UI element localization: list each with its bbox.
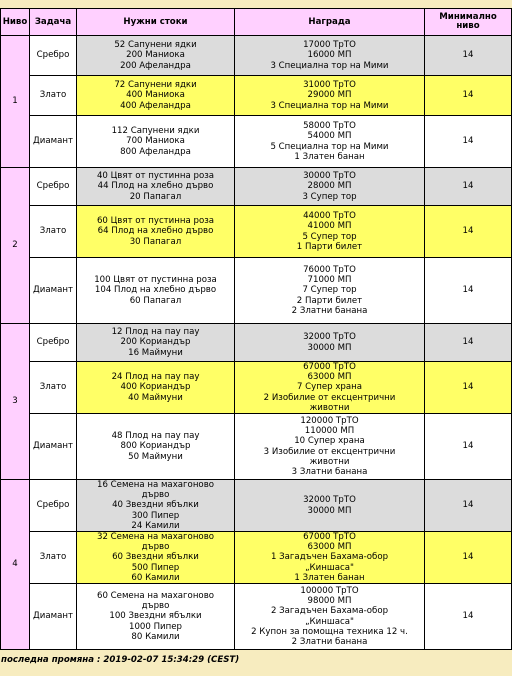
goods-line: 60 Семена на махагоново	[96, 591, 215, 602]
quest-row-2-diamond	[1, 258, 512, 324]
goods-cell	[77, 584, 235, 650]
reward-line: 17000 ТрТО	[303, 40, 356, 51]
goods-cell	[77, 362, 235, 414]
goods-line: 800 Афеландра	[120, 146, 191, 157]
reward-cell	[235, 324, 425, 362]
header-row	[1, 9, 512, 36]
reward-line: 1 Златен банан	[294, 151, 365, 162]
goods-cell	[77, 414, 235, 480]
task-cell: Диамант	[30, 258, 77, 324]
goods-line: 500 Пипер	[131, 562, 180, 573]
min-level-cell: 14	[425, 36, 512, 76]
goods-line: 20 Папагал	[129, 191, 182, 202]
reward-line: животни	[309, 402, 350, 413]
min-level-cell: 14	[425, 324, 512, 362]
goods-line: 40 Маймуни	[128, 392, 183, 403]
reward-line: „Киншаса"	[305, 562, 354, 573]
goods-line: 400 Афеландра	[120, 100, 191, 111]
goods-line: 60 Папагал	[129, 295, 182, 306]
header-reward: Награда	[235, 9, 425, 36]
reward-line: 30000 МП	[307, 342, 352, 353]
min-level-cell: 14	[425, 116, 512, 168]
goods-cell	[77, 36, 235, 76]
goods-line: дърво	[141, 542, 170, 553]
goods-line: 30 Папагал	[129, 236, 182, 247]
quest-row-4-diamond	[1, 584, 512, 650]
goods-line: дърво	[141, 490, 170, 501]
reward-line: 32000 ТрТО	[303, 332, 356, 343]
reward-line: 10 Супер храна	[294, 436, 365, 447]
min-level-cell: 14	[425, 532, 512, 584]
reward-line: 67000 ТрТО	[303, 532, 356, 543]
min-level-cell: 14	[425, 206, 512, 258]
goods-line: 400 Кориандър	[120, 382, 191, 393]
task-cell: Злато	[30, 532, 77, 584]
reward-line: 120000 ТрТО	[300, 416, 359, 427]
reward-cell	[235, 168, 425, 206]
goods-line: 800 Кориандър	[120, 441, 191, 452]
reward-cell	[235, 584, 425, 650]
goods-line: 400 Маниока	[126, 90, 185, 101]
goods-line: 300 Пипер	[131, 510, 180, 521]
goods-line: 200 Маниока	[126, 50, 185, 61]
reward-line: 32000 ТрТО	[303, 495, 356, 506]
goods-line: 60 Цвят от пустинна роза	[96, 216, 215, 227]
reward-line: 16000 МП	[307, 50, 352, 61]
level-cell: 2	[1, 168, 30, 324]
reward-line: 58000 ТрТО	[303, 121, 356, 132]
quest-row-3-silver	[1, 324, 512, 362]
goods-line: 12 Плод на пау пау	[111, 327, 200, 338]
goods-cell	[77, 324, 235, 362]
reward-cell	[235, 76, 425, 116]
header-level: Ниво	[1, 9, 30, 36]
reward-line: 3 Изобилие от ексцентрични	[263, 446, 396, 457]
goods-line: 16 Маймуни	[128, 347, 183, 358]
quest-row-3-gold	[1, 362, 512, 414]
min-level-cell: 14	[425, 258, 512, 324]
quest-row-4-silver	[1, 480, 512, 532]
quest-row-1-gold	[1, 76, 512, 116]
min-level-cell: 14	[425, 414, 512, 480]
task-cell: Сребро	[30, 168, 77, 206]
reward-line: 76000 ТрТО	[303, 265, 356, 276]
goods-cell	[77, 116, 235, 168]
task-cell: Злато	[30, 76, 77, 116]
reward-line: 31000 ТрТО	[303, 80, 356, 91]
reward-line: 29000 МП	[307, 90, 352, 101]
reward-line: 71000 МП	[307, 275, 352, 286]
header-task: Задача	[30, 9, 77, 36]
reward-line: 63000 МП	[307, 542, 352, 553]
goods-line: 32 Семена на махагоново	[96, 532, 215, 543]
goods-line: 104 Плод на хлебно дърво	[94, 285, 217, 296]
reward-line: 54000 МП	[307, 131, 352, 142]
goods-line: 60 Звездни ябълки	[112, 552, 199, 563]
goods-line: 200 Афеландра	[120, 60, 191, 71]
reward-line: 1 Загадъчен Бахама-обор	[270, 552, 389, 563]
reward-cell	[235, 206, 425, 258]
goods-line: 80 Камили	[131, 631, 180, 642]
last-modified: последна промяна : 2019-02-07 15:34:29 (CEST)	[1, 655, 240, 665]
reward-line: 7 Супер тор	[302, 285, 357, 296]
goods-line: дърво	[141, 601, 170, 612]
reward-line: 2 Златни банана	[291, 305, 368, 316]
min-level-cell: 14	[425, 480, 512, 532]
quest-row-1-silver	[1, 36, 512, 76]
level-cell: 4	[1, 480, 30, 650]
goods-line: 52 Сапунени ядки	[114, 40, 197, 51]
quest-row-2-gold	[1, 206, 512, 258]
goods-line: 24 Камили	[131, 520, 180, 531]
reward-line: 1 Парти билет	[296, 241, 363, 252]
goods-line: 40 Звездни ябълки	[112, 500, 199, 511]
goods-line: 16 Семена на махагоново	[96, 480, 215, 491]
goods-line: 100 Цвят от пустинна роза	[94, 275, 217, 286]
quest-row-1-diamond	[1, 116, 512, 168]
reward-line: 98000 МП	[307, 596, 352, 607]
goods-line: 64 Плод на хлебно дърво	[97, 226, 214, 237]
goods-line: 40 Цвят от пустинна роза	[96, 171, 215, 182]
reward-line: 3 Супер тор	[302, 191, 357, 202]
reward-cell	[235, 258, 425, 324]
task-cell: Злато	[30, 362, 77, 414]
reward-line: 1 Златен банан	[294, 572, 365, 583]
goods-line: 50 Маймуни	[128, 451, 183, 462]
reward-line: 30000 ТрТО	[303, 171, 356, 182]
goods-cell	[77, 480, 235, 532]
goods-line: 72 Сапунени ядки	[114, 80, 197, 91]
reward-line: 100000 ТрТО	[300, 586, 359, 597]
reward-line: 2 Изобилие от ексцентрични	[263, 392, 396, 403]
header-min-level: Минимално ниво	[425, 9, 512, 36]
reward-line: 5 Супер тор	[302, 231, 357, 242]
table-body	[1, 36, 512, 650]
min-level-cell: 14	[425, 362, 512, 414]
goods-cell	[77, 168, 235, 206]
goods-cell	[77, 76, 235, 116]
task-cell: Диамант	[30, 116, 77, 168]
reward-line: 2 Парти билет	[296, 295, 363, 306]
header-goods: Нужни стоки	[77, 9, 235, 36]
task-cell: Сребро	[30, 480, 77, 532]
reward-cell	[235, 532, 425, 584]
goods-line: 48 Плод на пау пау	[111, 431, 200, 442]
reward-line: 3 Специална тор на Мими	[270, 100, 389, 111]
reward-line: 3 Златни банана	[291, 466, 368, 477]
reward-line: 2 Златни банана	[291, 636, 368, 647]
goods-cell	[77, 206, 235, 258]
reward-cell	[235, 414, 425, 480]
goods-line: 24 Плод на пау пау	[111, 372, 200, 383]
task-cell: Сребро	[30, 36, 77, 76]
reward-line: 63000 МП	[307, 372, 352, 383]
goods-line: 60 Камили	[131, 572, 180, 583]
level-cell: 3	[1, 324, 30, 480]
task-cell: Сребро	[30, 324, 77, 362]
goods-line: 44 Плод на хлебно дърво	[97, 181, 214, 192]
goods-line: 100 Звездни ябълки	[109, 611, 202, 622]
reward-line: 67000 ТрТО	[303, 362, 356, 373]
level-cell: 1	[1, 36, 30, 168]
min-level-cell: 14	[425, 76, 512, 116]
reward-cell	[235, 362, 425, 414]
quest-row-2-silver	[1, 168, 512, 206]
reward-cell	[235, 116, 425, 168]
reward-cell	[235, 480, 425, 532]
reward-line: 2 Купон за помощна техника 12 ч.	[251, 626, 408, 637]
reward-line: 30000 МП	[307, 505, 352, 516]
goods-cell	[77, 532, 235, 584]
task-cell: Диамант	[30, 584, 77, 650]
reward-line: 2 Загадъчен Бахама-обор	[270, 606, 389, 617]
min-level-cell: 14	[425, 168, 512, 206]
reward-line: 5 Специална тор на Мими	[270, 141, 389, 152]
reward-line: „Киншаса"	[305, 616, 354, 627]
goods-line: 112 Сапунени ядки	[111, 126, 200, 137]
task-cell: Злато	[30, 206, 77, 258]
reward-line: 44000 ТрТО	[303, 211, 356, 222]
quest-row-3-diamond	[1, 414, 512, 480]
goods-cell	[77, 258, 235, 324]
goods-line: 200 Кориандър	[120, 337, 191, 348]
reward-line: 28000 МП	[307, 181, 352, 192]
reward-line: 3 Специална тор на Мими	[270, 60, 389, 71]
reward-cell	[235, 36, 425, 76]
reward-line: 41000 МП	[307, 221, 352, 232]
quest-row-4-gold	[1, 532, 512, 584]
goods-line: 1000 Пипер	[128, 621, 182, 632]
reward-line: животни	[309, 456, 350, 467]
reward-line: 110000 МП	[304, 426, 355, 437]
goods-line: 700 Маниока	[126, 136, 185, 147]
min-level-cell: 14	[425, 584, 512, 650]
task-cell: Диамант	[30, 414, 77, 480]
reward-line: 7 Супер храна	[296, 382, 363, 393]
quest-table	[0, 8, 512, 650]
